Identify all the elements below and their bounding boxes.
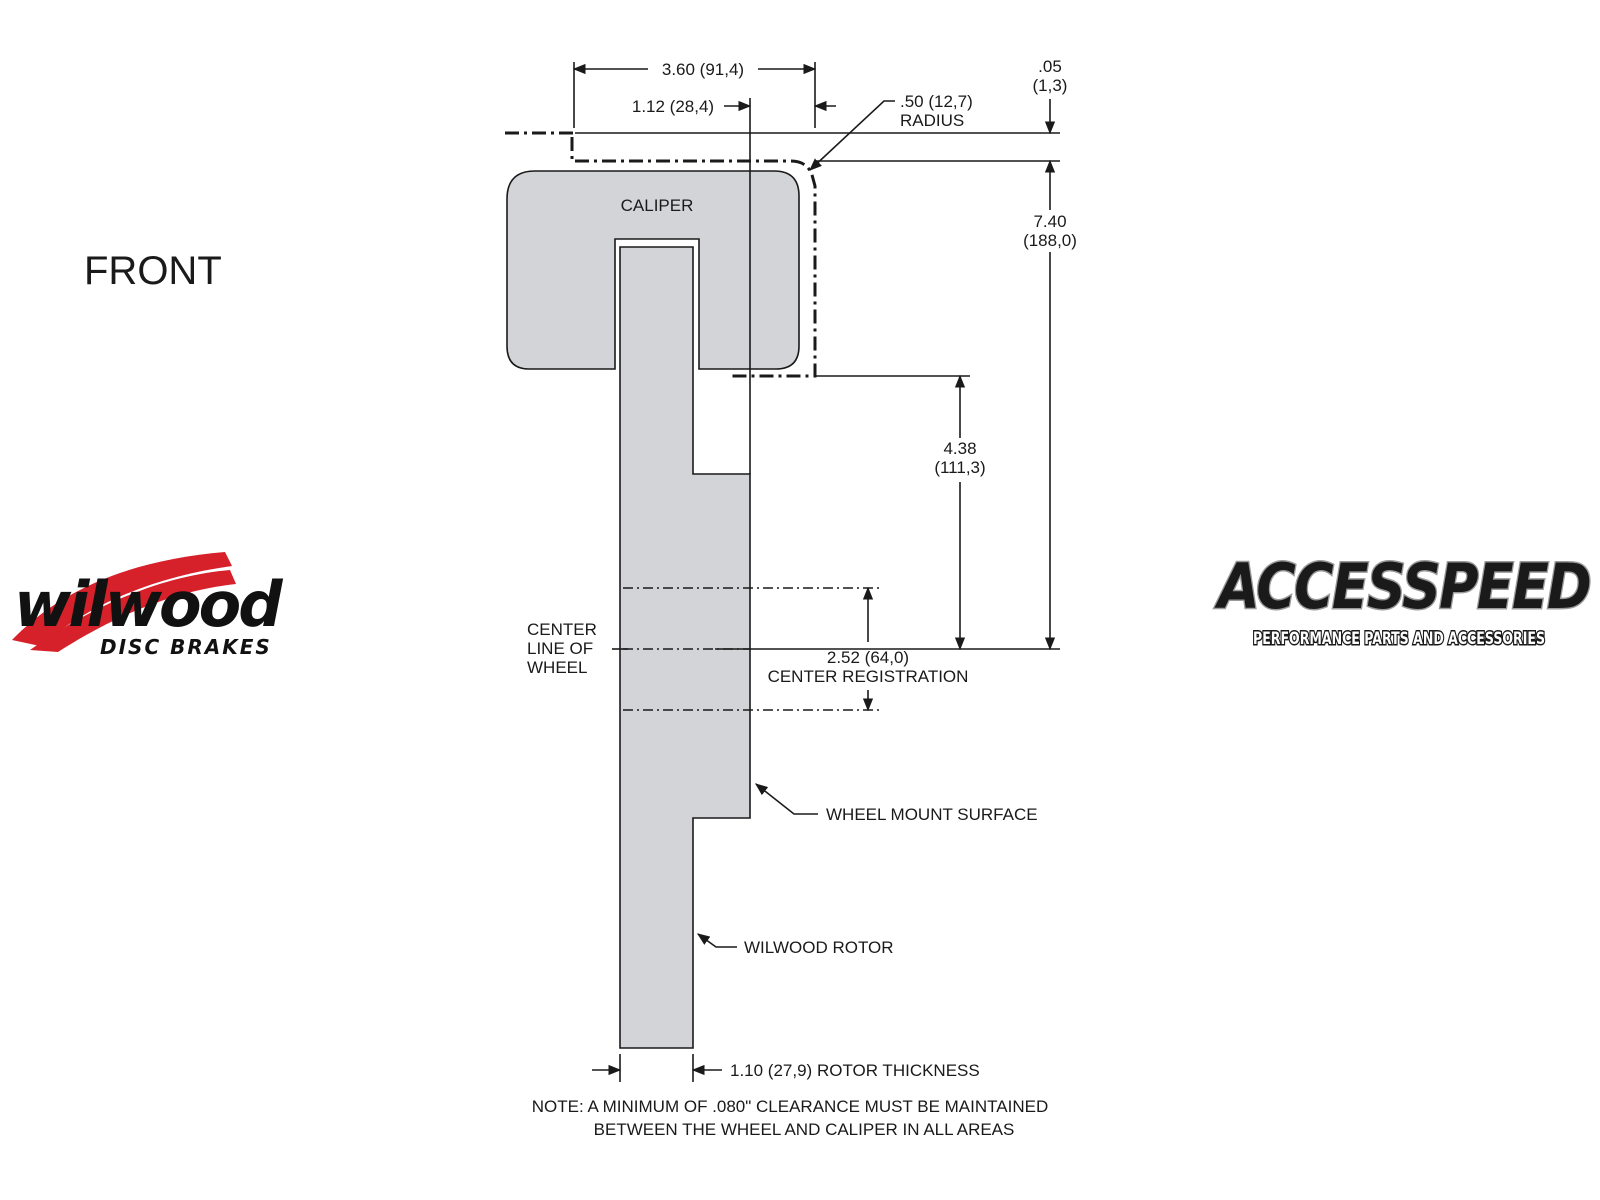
- dim-radius-value: .50 (12,7): [900, 92, 973, 111]
- radius-leader: [810, 101, 895, 170]
- accesspeed-wordmark: ACCESSPEED: [1213, 550, 1590, 623]
- wilwood-wordmark: wilwood: [14, 568, 280, 641]
- dim-clearance-value: .05: [1038, 57, 1062, 76]
- dim-overall-height-value: 7.40: [1033, 212, 1067, 231]
- wheel-mount-label: WHEEL MOUNT SURFACE: [826, 805, 1038, 824]
- centerline-label-3: WHEEL: [527, 658, 588, 677]
- dim-lower-height-metric: (111,3): [934, 458, 986, 477]
- dim-radius-label: RADIUS: [900, 111, 965, 130]
- centerline-label-2: LINE OF: [527, 639, 594, 658]
- front-view-label: FRONT: [84, 249, 222, 293]
- accesspeed-tagline: PERFORMANCE PARTS AND ACCESSORIES: [1253, 629, 1545, 649]
- dim-offset: 1.12 (28,4): [631, 97, 715, 116]
- centerline-label-1: CENTER: [527, 620, 597, 639]
- note-line-1: NOTE: A MINIMUM OF .080" CLEARANCE MUST BE MAINTAINED: [531, 1097, 1049, 1116]
- dim-registration-label: CENTER REGISTRATION: [767, 667, 969, 686]
- dim-clearance-metric: (1,3): [1032, 76, 1068, 95]
- rotor-leader: [698, 934, 737, 947]
- dim-registration-value: 2.52 (64,0): [826, 648, 910, 667]
- wilwood-tagline: DISC BRAKES: [100, 635, 272, 659]
- dim-overall-width: 3.60 (91,4): [661, 60, 745, 79]
- wilwood-logo: [12, 552, 283, 659]
- dim-overall-height-metric: (188,0): [1023, 231, 1077, 250]
- note-line-2: BETWEEN THE WHEEL AND CALIPER IN ALL AREAS: [593, 1120, 1015, 1139]
- rotor-label: WILWOOD ROTOR: [744, 938, 894, 957]
- wheel-mount-leader: [756, 784, 818, 814]
- dim-lower-height-value: 4.38: [943, 439, 977, 458]
- accesspeed-logo: [1214, 550, 1590, 649]
- dim-rotor-thickness: 1.10 (27,9) ROTOR THICKNESS: [730, 1061, 980, 1080]
- caliper-label: CALIPER: [620, 196, 694, 215]
